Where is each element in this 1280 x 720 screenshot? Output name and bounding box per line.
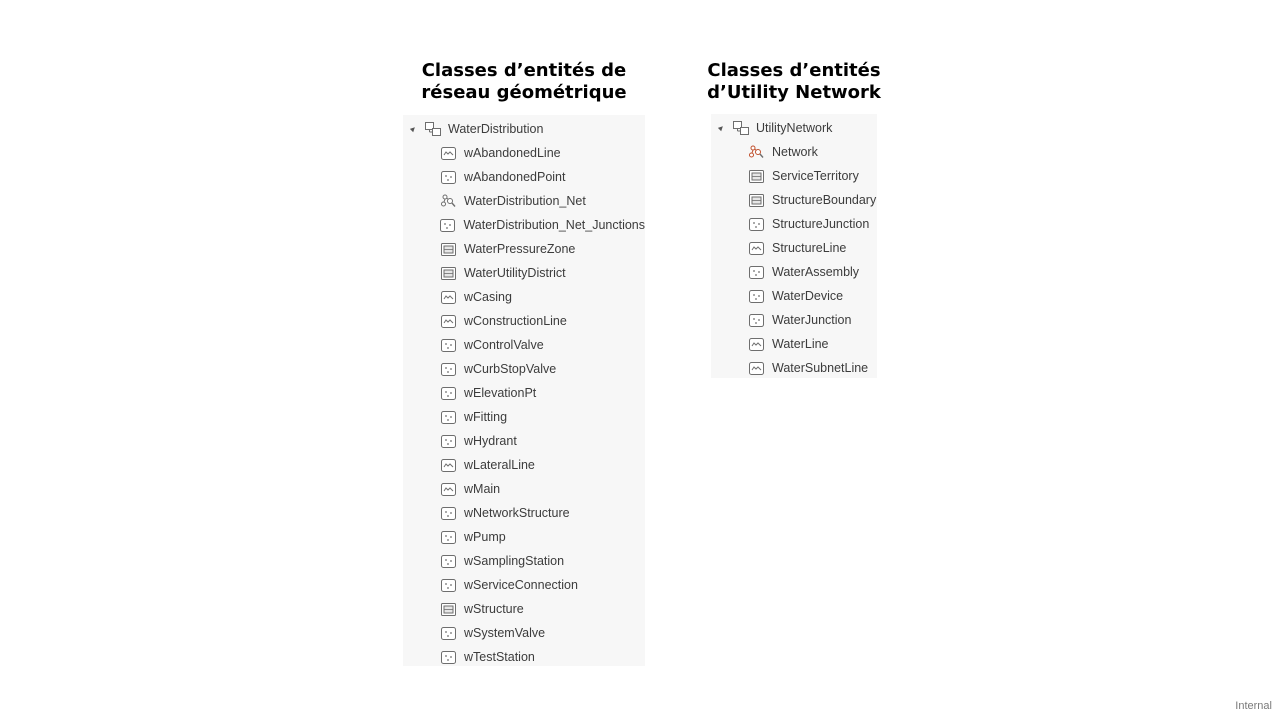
point-fc-icon [748, 217, 764, 231]
tree-item-label: wTestStation [464, 650, 535, 664]
tree-item-label: WaterUtilityDistrict [464, 266, 566, 280]
tree-item[interactable] [403, 597, 645, 621]
tree-item[interactable] [403, 429, 645, 453]
tree-item[interactable] [403, 549, 645, 573]
line-fc-icon [440, 314, 456, 328]
tree-item-label: Network [772, 145, 818, 159]
point-fc-icon [748, 313, 764, 327]
tree-item-label: wLateralLine [464, 458, 535, 472]
line-fc-icon [440, 290, 456, 304]
tree-item-label: wCurbStopValve [464, 362, 557, 376]
tree-item[interactable] [403, 405, 645, 429]
right-heading-line1: Classes d’entités [707, 60, 881, 81]
collapse-triangle-icon[interactable]: ▲ [715, 121, 728, 134]
tree-item-label: WaterDistribution_Net [464, 194, 586, 208]
point-fc-icon [748, 289, 764, 303]
tree-item[interactable] [403, 141, 645, 165]
tree-item-label: WaterPressureZone [464, 242, 576, 256]
tree-item[interactable] [403, 501, 645, 525]
tree-item-label: WaterDistribution_Net_Junctions [463, 218, 645, 232]
collapse-triangle-icon[interactable]: ▲ [407, 122, 420, 135]
tree-item[interactable] [403, 189, 645, 213]
left-heading-line1: Classes d’entités de [421, 60, 627, 81]
point-fc-icon [440, 626, 456, 640]
tree-item-label: WaterSubnetLine [772, 361, 869, 375]
tree-item[interactable] [403, 309, 645, 333]
tree-item[interactable] [403, 261, 645, 285]
tree-item-label: wNetworkStructure [464, 506, 570, 520]
right-heading [704, 60, 884, 104]
point-fc-icon [440, 386, 456, 400]
tree-item-label: WaterDevice [772, 289, 844, 303]
tree-item[interactable] [403, 237, 645, 261]
tree-item-label: wControlValve [464, 338, 544, 352]
tree-item-label: wHydrant [464, 434, 517, 448]
tree-item-label: StructureBoundary [772, 193, 877, 207]
tree-item[interactable] [711, 260, 877, 284]
point-fc-icon [440, 170, 456, 184]
tree-item[interactable] [403, 381, 645, 405]
geometric-network-tree [403, 115, 645, 666]
water-distribution-root-node[interactable] [403, 117, 645, 141]
tree-item-label: wElevationPt [464, 386, 537, 400]
tree-item-label: wSamplingStation [464, 554, 565, 568]
tree-item-label: wConstructionLine [464, 314, 567, 328]
right-heading-line2: d’Utility Network [707, 82, 881, 103]
polygon-fc-icon [440, 266, 456, 280]
tree-item[interactable] [711, 308, 877, 332]
tree-item[interactable] [711, 284, 877, 308]
line-fc-icon [748, 361, 764, 375]
tree-item[interactable] [711, 356, 877, 380]
left-heading [403, 60, 645, 104]
tree-item[interactable] [403, 165, 645, 189]
line-fc-icon [440, 458, 456, 472]
tree-item-label: ServiceTerritory [772, 169, 859, 183]
polygon-fc-icon [440, 602, 456, 616]
tree-item-label: WaterLine [772, 337, 829, 351]
tree-item-label: wCasing [464, 290, 512, 304]
point-fc-icon [440, 650, 456, 664]
tree-item[interactable] [711, 140, 877, 164]
left-heading-line2: réseau géométrique [421, 82, 627, 103]
classification-label: Internal [1235, 700, 1272, 712]
polygon-fc-icon [440, 242, 456, 256]
utility-network-icon [748, 145, 764, 159]
point-fc-icon [440, 578, 456, 592]
tree-item[interactable] [403, 573, 645, 597]
point-fc-icon [440, 218, 455, 232]
tree-item[interactable] [403, 477, 645, 501]
tree-item[interactable] [403, 285, 645, 309]
utility-network-root-label: UtilityNetwork [756, 121, 833, 135]
point-fc-icon [440, 338, 456, 352]
point-fc-icon [440, 530, 456, 544]
line-fc-icon [748, 337, 764, 351]
tree-item[interactable] [403, 453, 645, 477]
tree-item[interactable] [711, 188, 877, 212]
tree-item[interactable] [711, 212, 877, 236]
tree-item[interactable] [711, 164, 877, 188]
utility-network-tree [711, 114, 877, 378]
tree-item-label: wAbandonedPoint [464, 170, 566, 184]
point-fc-icon [440, 506, 456, 520]
tree-item[interactable] [403, 357, 645, 381]
tree-item-label: wAbandonedLine [464, 146, 561, 160]
tree-item-label: wFitting [464, 410, 508, 424]
tree-item-label: wServiceConnection [464, 578, 578, 592]
dataset-icon [733, 121, 749, 135]
tree-item[interactable] [403, 525, 645, 549]
tree-item-label: wSystemValve [464, 626, 546, 640]
tree-item-label: WaterJunction [772, 313, 852, 327]
point-fc-icon [440, 554, 456, 568]
point-fc-icon [748, 265, 764, 279]
utility-network-root-node[interactable] [711, 116, 877, 140]
tree-item[interactable] [403, 645, 645, 669]
tree-item-label: wPump [464, 530, 506, 544]
tree-item[interactable] [403, 333, 645, 357]
point-fc-icon [440, 410, 456, 424]
line-fc-icon [748, 241, 764, 255]
dataset-icon [425, 122, 441, 136]
tree-item[interactable] [403, 621, 645, 645]
point-fc-icon [440, 434, 456, 448]
water-distribution-root-label: WaterDistribution [448, 122, 544, 136]
line-fc-icon [440, 482, 456, 496]
tree-item-label: StructureJunction [772, 217, 870, 231]
polygon-fc-icon [748, 193, 764, 207]
tree-item-label: wMain [464, 482, 501, 496]
network-icon [440, 194, 456, 208]
point-fc-icon [440, 362, 456, 376]
tree-item-label: wStructure [464, 602, 524, 616]
tree-item[interactable] [711, 332, 877, 356]
polygon-fc-icon [748, 169, 764, 183]
tree-item-label: StructureLine [772, 241, 847, 255]
tree-item[interactable] [403, 213, 645, 237]
line-fc-icon [440, 146, 456, 160]
tree-item-label: WaterAssembly [772, 265, 860, 279]
tree-item[interactable] [711, 236, 877, 260]
